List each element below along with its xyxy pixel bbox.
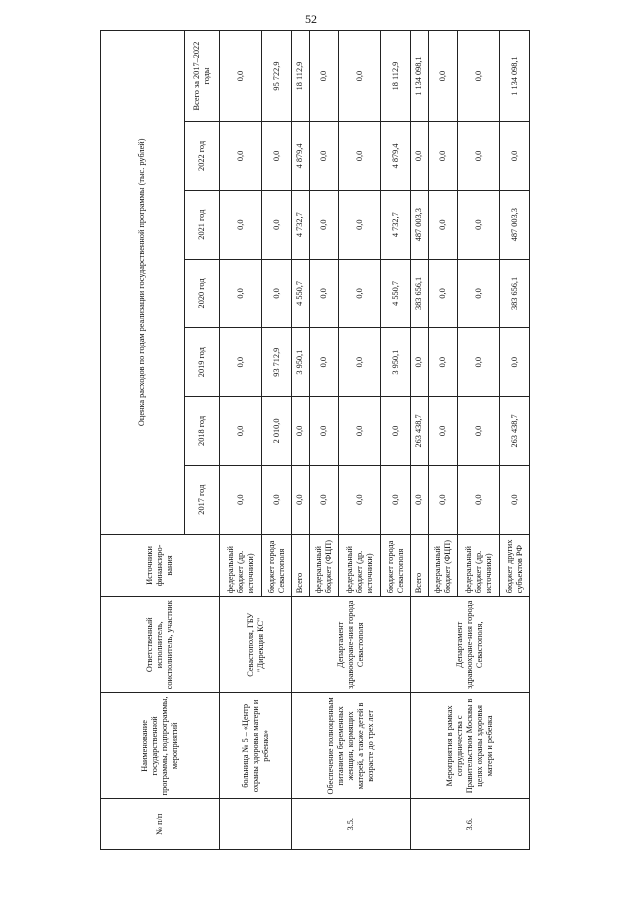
value-cell: 0,0	[339, 122, 381, 191]
value-cell: 0,0	[339, 31, 381, 122]
value-cell: 1 134 098,1	[500, 31, 530, 122]
group-name: Мероприятия в рамках сотрудничества с Правительством Москвы в целях охраны здоровья матери и ребенка	[410, 693, 529, 799]
value-cell: 0,0	[262, 259, 292, 328]
table-row	[291, 31, 309, 850]
value-cell: 0,0	[410, 328, 428, 397]
value-cell: 0,0	[410, 122, 428, 191]
header-year: 2019 год	[184, 328, 220, 397]
value-cell: 0,0	[458, 31, 500, 122]
value-cell: 0,0	[381, 465, 411, 534]
value-cell: 0,0	[309, 31, 339, 122]
value-cell: 0,0	[309, 465, 339, 534]
value-cell: 0,0	[428, 328, 458, 397]
value-cell: 1 134 098,1	[410, 31, 428, 122]
header-year: 2022 год	[184, 122, 220, 191]
rotated-table-wrapper	[100, 30, 530, 850]
value-cell: 0,0	[428, 465, 458, 534]
group-num: 3.6.	[410, 799, 529, 850]
source-cell: федеральный бюджет (др. источники)	[339, 534, 381, 597]
value-cell: 0,0	[309, 190, 339, 259]
group-num: 3.5.	[291, 799, 410, 850]
value-cell: 4 550,7	[381, 259, 411, 328]
value-cell: 0,0	[458, 122, 500, 191]
value-cell: 0,0	[458, 190, 500, 259]
group-exec: Департамент здравоохране-ния города Севастополя	[291, 597, 410, 693]
value-cell: 0,0	[220, 259, 262, 328]
value-cell: 0,0	[309, 328, 339, 397]
value-cell: 0,0	[220, 328, 262, 397]
value-cell: 263 438,7	[500, 397, 530, 466]
value-cell: 3 950,1	[291, 328, 309, 397]
value-cell: 18 112,9	[381, 31, 411, 122]
value-cell: 0,0	[220, 465, 262, 534]
value-cell: 0,0	[220, 31, 262, 122]
value-cell: 0,0	[458, 397, 500, 466]
source-cell: бюджет города Севастополя	[262, 534, 292, 597]
value-cell: 4 732,7	[381, 190, 411, 259]
source-cell: федеральный бюджет (др. источники)	[458, 534, 500, 597]
value-cell: 0,0	[381, 397, 411, 466]
value-cell: 3 950,1	[381, 328, 411, 397]
value-cell: 93 712,9	[262, 328, 292, 397]
value-cell: 0,0	[339, 259, 381, 328]
value-cell: 2 010,0	[262, 397, 292, 466]
value-cell: 0,0	[500, 328, 530, 397]
value-cell: 0,0	[339, 190, 381, 259]
value-cell: 0,0	[291, 465, 309, 534]
group-name: Обеспечение полноценным питанием беременных женщин, кормящих матерей, а также детей в возрасте до трех лет	[291, 693, 410, 799]
value-cell: 0,0	[220, 397, 262, 466]
value-cell: 0,0	[262, 465, 292, 534]
value-cell: 4 732,7	[291, 190, 309, 259]
value-cell: 0,0	[339, 328, 381, 397]
value-cell: 0,0	[428, 397, 458, 466]
table-row	[410, 31, 428, 850]
source-cell: федеральный бюджет (ФЦП)	[428, 534, 458, 597]
value-cell: 0,0	[428, 31, 458, 122]
value-cell: 0,0	[500, 122, 530, 191]
header-year: 2021 год	[184, 190, 220, 259]
group-exec: Департамент здравоохране-ния города Севастополя,	[410, 597, 529, 693]
value-cell: 0,0	[458, 465, 500, 534]
source-cell: федеральный бюджет (ФЦП)	[309, 534, 339, 597]
header-num: № п/п	[101, 799, 220, 850]
source-cell: бюджет других субъектов РФ	[500, 534, 530, 597]
value-cell: 0,0	[428, 259, 458, 328]
header-year: 2018 год	[184, 397, 220, 466]
page-number: 52	[305, 12, 317, 26]
group-exec: Севастополя, ГБУ "Дирекция КС"	[220, 597, 291, 693]
header-name: Наименование государственной программы, подпрограммы, мероприятий	[101, 693, 220, 799]
value-cell: 0,0	[500, 465, 530, 534]
source-cell: федеральный бюджет (др. источники)	[220, 534, 262, 597]
value-cell: 0,0	[458, 328, 500, 397]
value-cell: 4 879,4	[381, 122, 411, 191]
value-cell: 18 112,9	[291, 31, 309, 122]
value-cell: 0,0	[309, 122, 339, 191]
header-src: Источники финансиро-вания	[101, 534, 220, 597]
header-year: 2020 год	[184, 259, 220, 328]
value-cell: 0,0	[220, 190, 262, 259]
header-total: Всего за 2017–2022 годы	[184, 31, 220, 122]
value-cell: 487 003,3	[500, 190, 530, 259]
table-row	[220, 31, 262, 850]
value-cell: 0,0	[339, 465, 381, 534]
source-cell: Всего	[291, 534, 309, 597]
value-cell: 4 550,7	[291, 259, 309, 328]
value-cell: 0,0	[410, 465, 428, 534]
value-cell: 0,0	[262, 122, 292, 191]
value-cell: 0,0	[428, 122, 458, 191]
value-cell: 0,0	[309, 397, 339, 466]
value-cell: 263 438,7	[410, 397, 428, 466]
source-cell: бюджет города Севастополя	[381, 534, 411, 597]
source-cell: Всего	[410, 534, 428, 597]
value-cell: 95 722,9	[262, 31, 292, 122]
header-exec: Ответственный исполнитель, соисполнитель, участник	[101, 597, 220, 693]
value-cell: 0,0	[339, 397, 381, 466]
value-cell: 4 879,4	[291, 122, 309, 191]
value-cell: 0,0	[291, 397, 309, 466]
value-cell: 0,0	[220, 122, 262, 191]
budget-table	[100, 30, 530, 850]
value-cell: 0,0	[309, 259, 339, 328]
value-cell: 383 656,1	[500, 259, 530, 328]
value-cell: 0,0	[428, 190, 458, 259]
value-cell: 0,0	[262, 190, 292, 259]
value-cell: 383 656,1	[410, 259, 428, 328]
value-cell: 487 003,3	[410, 190, 428, 259]
value-cell: 0,0	[458, 259, 500, 328]
group-name: больница № 5 – «Центр охраны здоровья матери и ребенка»	[220, 693, 291, 799]
group-num	[220, 799, 291, 850]
header-year: 2017 год	[184, 465, 220, 534]
header-estimate: Оценка расходов по годам реализации государственной программы (тыс. рублей)	[101, 31, 185, 535]
